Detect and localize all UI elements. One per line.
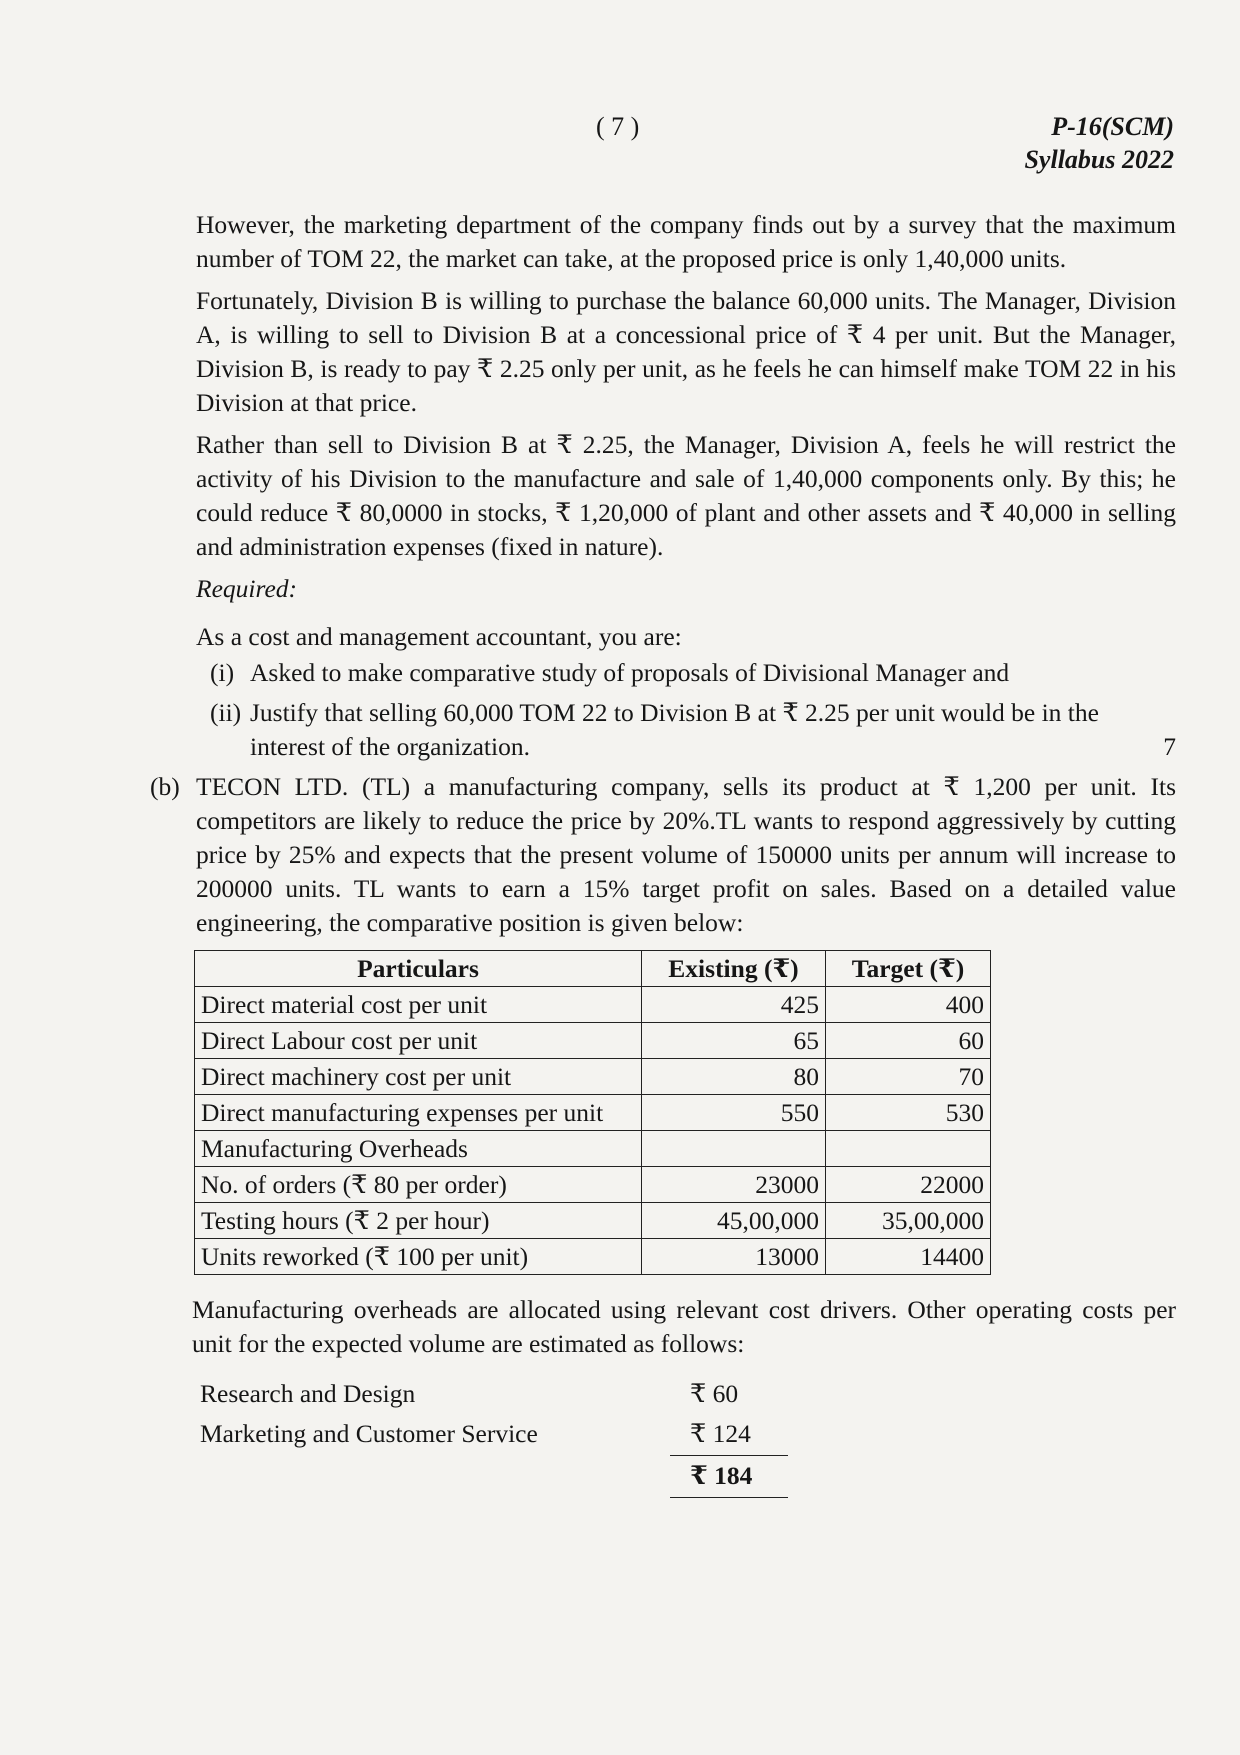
table-cell (642, 1131, 826, 1167)
paper-code: P-16(SCM) (1051, 112, 1174, 141)
table-cell: 425 (642, 987, 826, 1023)
table-cell: 530 (826, 1095, 991, 1131)
required-intro: As a cost and management accountant, you are: (196, 622, 682, 651)
other-costs-list (200, 1377, 1176, 1527)
table-row (195, 1023, 991, 1059)
table-row (195, 1203, 991, 1239)
cost-value: ₹ 60 (690, 1379, 739, 1408)
table-cell: 80 (642, 1059, 826, 1095)
table-cell: 22000 (826, 1167, 991, 1203)
item-text: Justify that selling 60,000 TOM 22 to Division B at ₹ 2.25 per unit would be in the interest of the organization. (250, 698, 1099, 761)
total-rule-top (670, 1455, 788, 1456)
table-cell: Units reworked (₹ 100 per unit) (195, 1239, 642, 1275)
page-number: ( 7 ) (596, 112, 640, 141)
table-cell: 14400 (826, 1239, 991, 1275)
table-cell: 13000 (642, 1239, 826, 1275)
table-cell: Direct material cost per unit (195, 987, 642, 1023)
paper-code-block (1024, 110, 1174, 176)
table-header: Particulars (195, 951, 642, 987)
table-row (195, 1059, 991, 1095)
question-content (150, 208, 1176, 1527)
table-cell: 60 (826, 1023, 991, 1059)
paragraph-survey: However, the marketing department of the company finds out by a survey that the maximum number of TOM 22, the market can take, at the proposed price is only 1,40,000 units. (196, 210, 1176, 273)
table-row (195, 1095, 991, 1131)
table-header: Target (₹) (826, 951, 991, 987)
required-item-i (196, 656, 1176, 690)
comparison-table (194, 950, 991, 1275)
item-number: (i) (210, 658, 235, 687)
table-cell: Testing hours (₹ 2 per hour) (195, 1203, 642, 1239)
table-row (195, 987, 991, 1023)
table-cell: 45,00,000 (642, 1203, 826, 1239)
paragraph-division-b: Fortunately, Division B is willing to purchase the balance 60,000 units. The Manager, Division A, is willing to sell to Division B at a concessional price of ₹ 4 per unit. But the Manager, Division B, is ready to pay ₹ 2.25 only per unit, as he feels he can himself make TOM 22 in his Division at that price. (196, 286, 1176, 417)
table-cell: Direct Labour cost per unit (195, 1023, 642, 1059)
part-b-text: TECON LTD. (TL) a manufacturing company, sells its product at ₹ 1,200 per unit. Its competitors are likely to reduce the price by 20%.TL wants to respond aggressively by cutting price by 25% and expects that the present volume of 150000 units per annum will increase to 200000 units. TL wants to earn a 15% target profit on sales. Based on a detailed value engineering, the comparative position is given below: (196, 772, 1176, 937)
table-cell: 400 (826, 987, 991, 1023)
table-cell: Direct manufacturing expenses per unit (195, 1095, 642, 1131)
syllabus-label: Syllabus 2022 (1024, 145, 1174, 174)
table-row (195, 1167, 991, 1203)
item-text-block (250, 696, 1176, 764)
table-cell: 35,00,000 (826, 1203, 991, 1239)
item-number: (ii) (210, 698, 242, 727)
total-rule-bottom (670, 1497, 788, 1498)
item-text: Asked to make comparative study of proposals of Divisional Manager and (250, 658, 1010, 687)
table-cell: Direct machinery cost per unit (195, 1059, 642, 1095)
part-b-label: (b) (150, 772, 180, 801)
table-cell: 65 (642, 1023, 826, 1059)
required-item-ii (196, 696, 1176, 764)
paragraph-overheads: Manufacturing overheads are allocated using relevant cost drivers. Other operating costs per unit for the expected volume are estimated as follows: (192, 1295, 1176, 1358)
required-label: Required: (196, 574, 298, 603)
table-cell: 70 (826, 1059, 991, 1095)
marks: 7 (1163, 732, 1176, 761)
table-cell: 550 (642, 1095, 826, 1131)
paragraph-restrict-activity: Rather than sell to Division B at ₹ 2.25, the Manager, Division A, feels he will restrict the activity of his Division to the manufacture and sale of 1,40,000 components only. By this; he could reduce ₹ 80,0000 in stocks, ₹ 1,20,000 of plant and other assets and ₹ 40,000 in selling and administration expenses (fixed in nature). (196, 430, 1176, 561)
table-header: Existing (₹) (642, 951, 826, 987)
cost-label: Marketing and Customer Service (200, 1419, 538, 1448)
table-cell (826, 1131, 991, 1167)
table-cell: Manufacturing Overheads (195, 1131, 642, 1167)
table-cell: No. of orders (₹ 80 per order) (195, 1167, 642, 1203)
part-b (150, 770, 1176, 940)
table-cell: 23000 (642, 1167, 826, 1203)
table-row (195, 1239, 991, 1275)
table-row (195, 1131, 991, 1167)
table-header-row (195, 951, 991, 987)
cost-total: ₹ 184 (690, 1461, 753, 1490)
cost-label: Research and Design (200, 1379, 416, 1408)
cost-value: ₹ 124 (690, 1419, 751, 1448)
